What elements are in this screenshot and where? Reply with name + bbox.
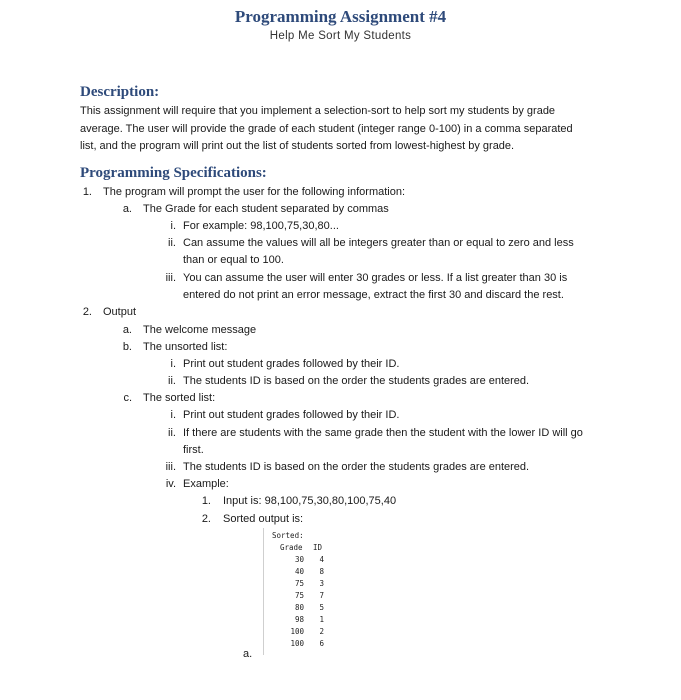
specifications-heading: Programming Specifications: [80,165,267,181]
list-marker: a. [122,203,132,215]
grade-cell: 100 [290,627,304,636]
grade-cell: 40 [294,567,304,576]
spec-item-2c-ii-line1: If there are students with the same grade then the student with the lower ID will go [183,427,583,439]
spec-item-1a-iii-line2: entered do not print an error message, extract the first 30 and discard the rest. [183,289,564,301]
spec-item-2c-iii: The students ID is based on the order the students grades are entered. [183,461,530,473]
spec-item-2: Output [103,306,137,318]
grade-column-header: Grade [280,543,303,552]
spec-item-2b-ii: The students ID is based on the order the students grades are entered. [183,375,530,387]
list-marker: 2. [82,306,92,318]
grade-cell: 100 [290,639,304,648]
description-line: list, and the program will print out the list of students sorted from lowest-highest by grade. [80,140,515,152]
sorted-label: Sorted: [272,531,304,540]
sorted-output-screenshot [263,528,394,655]
list-marker: ii. [168,375,176,387]
grade-cell: 75 [294,579,304,588]
spec-item-2c-iv: Example: [183,478,229,490]
list-marker: 1. [201,495,211,507]
list-marker: 2. [201,513,211,525]
grade-cell: 80 [294,603,304,612]
grade-cell: 75 [294,591,304,600]
list-marker: iii. [165,272,176,284]
list-marker: a. [122,324,132,336]
id-cell: 3 [319,579,324,588]
example-input-line: Input is: 98,100,75,30,80,100,75,40 [223,495,397,507]
id-column-header: ID [313,543,323,552]
example-output-line: Sorted output is: [223,513,304,525]
grade-cell: 30 [294,555,304,564]
list-marker: ii. [168,237,176,249]
spec-item-1: The program will prompt the user for the following information: [103,186,406,198]
list-marker: c. [123,392,132,404]
description-line: This assignment will require that you implement a selection-sort to help sort my students by grade [80,105,556,117]
spec-item-1a-ii-line1: Can assume the values will all be integers greater than or equal to zero and less [183,237,574,249]
description-line: average. The user will provide the grade of each student (integer range 0-100) in a comma separated [80,122,573,135]
list-marker: ii. [168,427,176,439]
id-cell: 1 [319,615,324,624]
list-marker: b. [122,341,132,353]
id-cell: 5 [319,603,324,612]
list-marker: i. [170,358,176,370]
list-marker: iv. [165,478,176,490]
id-cell: 2 [319,627,324,636]
grade-cell: 98 [294,615,304,624]
list-marker: iii. [165,461,176,473]
spec-item-1a-iii-line1: You can assume the user will enter 30 grades or less. If a list greater than 30 is [183,272,568,284]
id-cell: 7 [319,591,324,600]
spec-item-1a: The Grade for each student separated by commas [143,203,389,215]
description-paragraph [80,103,600,156]
list-marker: 1. [82,186,92,198]
list-marker: i. [170,409,176,421]
description-heading: Description: [80,84,160,100]
spec-item-2b-i: Print out student grades followed by their ID. [183,358,400,370]
id-cell: 4 [319,555,324,564]
document-subtitle: Help Me Sort My Students [269,30,412,42]
id-cell: 8 [319,567,324,576]
id-cell: 6 [319,639,324,648]
spec-item-2c-ii-line2: first. [183,444,204,456]
spec-item-2b: The unsorted list: [143,341,228,353]
list-marker: i. [170,220,176,232]
spec-item-2a: The welcome message [143,324,257,336]
document-title: Programming Assignment #4 [234,7,447,26]
list-marker: a. [243,648,253,660]
spec-item-1a-i: For example: 98,100,75,30,80... [183,220,339,232]
spec-item-2c: The sorted list: [143,392,216,404]
spec-item-2c-i: Print out student grades followed by their ID. [183,409,400,421]
spec-item-1a-ii-line2: than or equal to 100. [183,254,284,266]
